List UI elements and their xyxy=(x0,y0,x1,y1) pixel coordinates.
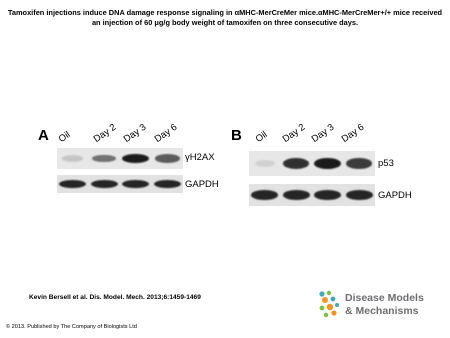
blot-band xyxy=(283,190,310,200)
blot-band xyxy=(314,158,341,169)
blot-band xyxy=(346,158,372,169)
blot-label-gapdh-b: GAPDH xyxy=(378,190,412,201)
western-blot-gapdh-b xyxy=(249,184,375,206)
blot-band xyxy=(346,190,373,200)
blot-band xyxy=(314,190,341,200)
lane-label: Day 3 xyxy=(121,121,149,145)
blot-label-p53: p53 xyxy=(378,158,394,169)
blot-band xyxy=(155,154,180,162)
lane-label: Oil xyxy=(56,129,73,145)
lane-label: Day 2 xyxy=(91,121,119,145)
blot-label-gapdh-a: GAPDH xyxy=(185,179,219,190)
blot-band xyxy=(62,155,83,161)
panel-letter-b: B xyxy=(231,127,242,144)
lane-label: Day 2 xyxy=(280,121,308,145)
lane-label: Day 3 xyxy=(309,121,337,145)
copyright: © 2013. Published by The Company of Biologists Ltd xyxy=(6,324,137,330)
western-blot-gamma-h2ax xyxy=(57,148,183,169)
logo-text-line1: Disease Models xyxy=(345,292,424,304)
journal-logo xyxy=(318,286,446,332)
panel-letter-a: A xyxy=(38,127,49,144)
dmm-logo-icon xyxy=(318,290,342,318)
logo-text-line2: & Mechanisms xyxy=(345,305,419,317)
blot-band xyxy=(122,180,149,188)
lane-label: Day 6 xyxy=(152,121,180,145)
lane-label: Day 6 xyxy=(339,121,367,145)
blot-band xyxy=(91,180,118,188)
blot-band xyxy=(122,154,149,163)
western-blot-gapdh-a xyxy=(57,175,183,193)
blot-band xyxy=(92,155,116,163)
citation: Kevin Bersell et al. Dis. Model. Mech. 2013;6:1459-1469 xyxy=(29,294,201,301)
western-blot-p53 xyxy=(249,151,375,176)
lane-label: Oil xyxy=(253,129,270,145)
blot-band xyxy=(251,190,278,200)
blot-band xyxy=(255,160,275,167)
blot-label-gamma-h2ax: γH2AX xyxy=(185,152,215,163)
blot-band xyxy=(283,158,309,169)
blot-band xyxy=(154,180,181,188)
blot-band xyxy=(59,180,86,188)
figure-title: Tamoxifen injections induce DNA damage response signaling in αMHC-MerCreMer mice.αMHC-MerCreMer+/+ mice received an injection of 60 μg/g body weight of tamoxifen on three consecutive days. xyxy=(7,8,443,27)
